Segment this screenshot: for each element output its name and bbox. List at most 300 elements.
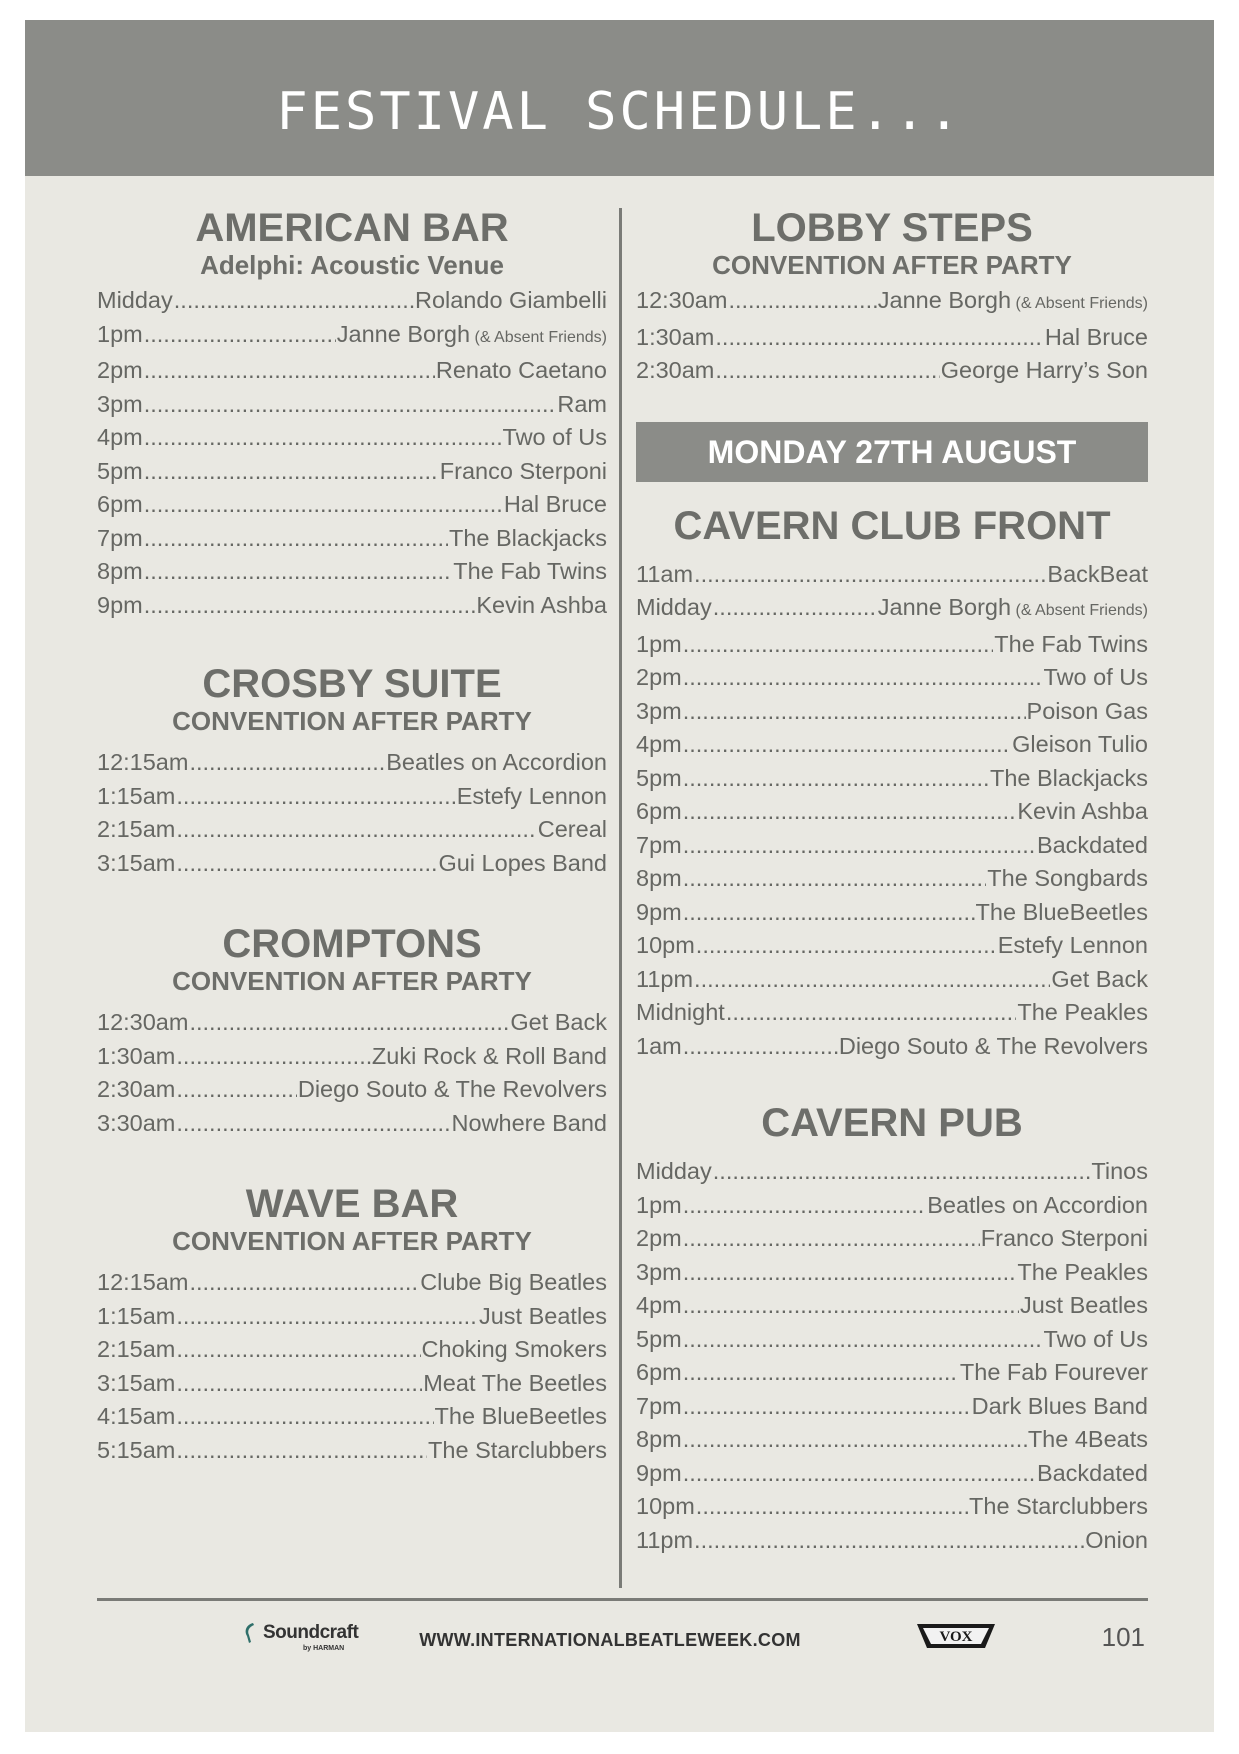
schedule-time: Midnight bbox=[636, 999, 725, 1025]
schedule-time: 1:15am bbox=[97, 782, 176, 809]
schedule-act bbox=[878, 591, 1148, 628]
schedule-act bbox=[927, 1189, 1148, 1223]
schedule-act bbox=[998, 929, 1148, 963]
venue-subtitle: CONVENTION AFTER PARTY bbox=[712, 250, 1072, 280]
schedule-row bbox=[636, 829, 1148, 863]
schedule-time: 1:30am bbox=[97, 1042, 176, 1069]
venue-title: CROSBY SUITE bbox=[202, 662, 502, 706]
act-name: The 4Beats bbox=[1027, 1426, 1148, 1452]
schedule-row bbox=[97, 780, 607, 814]
dot-leader bbox=[694, 1524, 1084, 1558]
act-name: The Starclubbers bbox=[969, 1493, 1148, 1519]
dot-leader bbox=[174, 284, 414, 318]
dot-leader bbox=[176, 780, 455, 814]
schedule-row bbox=[636, 963, 1148, 997]
dot-leader bbox=[696, 929, 997, 963]
dot-leader bbox=[189, 1266, 419, 1300]
schedule-row bbox=[636, 1524, 1148, 1558]
dot-leader bbox=[176, 1300, 478, 1334]
schedule-row bbox=[97, 589, 607, 623]
dot-leader bbox=[683, 1222, 980, 1256]
schedule-row bbox=[636, 929, 1148, 963]
dot-leader bbox=[176, 1073, 296, 1107]
act-name: Beatles on Accordion bbox=[386, 749, 607, 775]
schedule-row bbox=[97, 388, 607, 422]
dot-leader bbox=[683, 1356, 959, 1390]
schedule-time: 9pm bbox=[636, 898, 682, 925]
schedule-time: 1pm bbox=[97, 320, 143, 347]
schedule-time: Midday bbox=[636, 1158, 712, 1184]
act-name: The BlueBeetles bbox=[975, 898, 1148, 925]
act-name: The Fab Fourever bbox=[959, 1359, 1148, 1385]
act-name: Nowhere Band bbox=[451, 1109, 607, 1136]
page bbox=[25, 20, 1214, 1732]
schedule-row bbox=[636, 1030, 1148, 1064]
dot-leader bbox=[176, 1107, 450, 1141]
dot-leader bbox=[715, 354, 939, 388]
schedule-time: 1am bbox=[636, 1032, 682, 1059]
dot-leader bbox=[176, 1040, 371, 1074]
act-note: (& Absent Friends) bbox=[1011, 295, 1148, 312]
schedule-act bbox=[457, 780, 607, 814]
schedule-act bbox=[453, 555, 607, 589]
schedule-act bbox=[428, 1434, 607, 1468]
schedule-row bbox=[636, 354, 1148, 388]
schedule-row bbox=[97, 1434, 607, 1468]
schedule-act bbox=[557, 388, 607, 422]
schedule-row bbox=[636, 862, 1148, 896]
schedule-time: 12:30am bbox=[636, 287, 728, 313]
schedule-time: 6pm bbox=[97, 491, 143, 517]
venue-title: CROMPTONS bbox=[222, 922, 482, 966]
act-name: Two of Us bbox=[1043, 1325, 1148, 1352]
dot-leader bbox=[683, 795, 1017, 829]
act-name: Just Beatles bbox=[1019, 1292, 1148, 1318]
schedule-row bbox=[636, 1323, 1148, 1357]
schedule-time: 1pm bbox=[636, 630, 682, 657]
schedule-row bbox=[636, 628, 1148, 662]
schedule-time: 4:15am bbox=[97, 1403, 176, 1429]
schedule-row bbox=[636, 1457, 1148, 1491]
schedule-act bbox=[960, 1356, 1148, 1390]
dot-leader bbox=[189, 746, 385, 780]
schedule-row bbox=[636, 1189, 1148, 1223]
dot-leader bbox=[683, 762, 989, 796]
act-name: Diego Souto & The Revolvers bbox=[297, 1076, 607, 1102]
dot-leader bbox=[728, 284, 876, 318]
schedule-time: 7pm bbox=[636, 831, 682, 858]
schedule-row bbox=[97, 813, 607, 847]
venue-subtitle: CONVENTION AFTER PARTY bbox=[172, 1226, 532, 1256]
venue-american-bar bbox=[97, 206, 607, 622]
schedule-act bbox=[1028, 1423, 1148, 1457]
act-name: The Fab Twins bbox=[994, 630, 1148, 657]
schedule-row bbox=[636, 1222, 1148, 1256]
dot-leader bbox=[176, 813, 536, 847]
act-name: The Peakles bbox=[1017, 1258, 1148, 1285]
act-name: Kevin Ashba bbox=[1017, 798, 1148, 824]
schedule-time: 4pm bbox=[636, 1292, 682, 1318]
schedule-act bbox=[440, 455, 607, 489]
dot-leader bbox=[683, 1189, 926, 1223]
dot-leader bbox=[683, 1030, 838, 1064]
act-name: Just Beatles bbox=[478, 1302, 607, 1329]
schedule-time: Midday bbox=[97, 287, 173, 313]
schedule-time: 7pm bbox=[636, 1392, 682, 1419]
schedule-time: 3pm bbox=[636, 697, 682, 724]
venue-title: WAVE BAR bbox=[245, 1182, 459, 1226]
act-name: Cereal bbox=[537, 816, 607, 842]
schedule-time: 7pm bbox=[97, 524, 143, 551]
act-name: Janne Borgh bbox=[336, 320, 471, 347]
dot-leader bbox=[144, 555, 453, 589]
act-name: George Harry’s Son bbox=[940, 357, 1148, 383]
schedule-row bbox=[636, 661, 1148, 695]
act-name: Zuki Rock & Roll Band bbox=[371, 1042, 607, 1069]
schedule-time: Midday bbox=[636, 594, 712, 620]
schedule-row bbox=[636, 591, 1148, 628]
dot-leader bbox=[694, 963, 1050, 997]
soundcraft-subtext: by HARMAN bbox=[303, 1645, 345, 1652]
schedule-time: 5pm bbox=[636, 1325, 682, 1352]
venue-cromptons bbox=[97, 922, 607, 1140]
dot-leader bbox=[144, 388, 557, 422]
schedule-act bbox=[510, 1006, 607, 1040]
schedule-row bbox=[97, 1006, 607, 1040]
schedule-time: 3:30am bbox=[97, 1109, 176, 1136]
schedule-row bbox=[636, 558, 1148, 592]
dot-leader bbox=[144, 421, 502, 455]
dot-leader bbox=[683, 1457, 1036, 1491]
schedule-time: 1:30am bbox=[636, 323, 715, 350]
schedule-row bbox=[636, 1390, 1148, 1424]
act-note: (& Absent Friends) bbox=[470, 328, 607, 346]
schedule-time: 2:15am bbox=[97, 816, 176, 842]
schedule-time: 5:15am bbox=[97, 1436, 176, 1463]
vox-wordmark: VOX bbox=[939, 1629, 973, 1645]
schedule-act bbox=[1012, 728, 1148, 762]
schedule-time: 3:15am bbox=[97, 1369, 176, 1396]
schedule-act bbox=[438, 847, 607, 881]
page-number: 101 bbox=[1101, 1622, 1145, 1652]
schedule-act bbox=[990, 762, 1148, 796]
footer-divider bbox=[97, 1598, 1148, 1601]
schedule-act bbox=[422, 1333, 607, 1367]
schedule-time: 5pm bbox=[97, 457, 143, 484]
act-name: Gleison Tulio bbox=[1012, 731, 1148, 757]
schedule-act bbox=[1091, 1155, 1148, 1189]
schedule-row bbox=[97, 1073, 607, 1107]
act-name: Janne Borgh bbox=[877, 287, 1012, 313]
act-name: The Blackjacks bbox=[448, 524, 607, 551]
schedule-row bbox=[97, 1107, 607, 1141]
schedule-act bbox=[878, 284, 1148, 321]
schedule-row bbox=[636, 728, 1148, 762]
act-name: Diego Souto & The Revolvers bbox=[838, 1032, 1148, 1059]
schedule-row bbox=[97, 318, 607, 355]
schedule-row bbox=[636, 795, 1148, 829]
schedule-act bbox=[1020, 1289, 1148, 1323]
schedule-act bbox=[449, 522, 607, 556]
act-name: Hal Bruce bbox=[503, 491, 607, 517]
schedule-act bbox=[504, 488, 607, 522]
schedule-act bbox=[976, 896, 1148, 930]
day-banner: MONDAY 27TH AUGUST bbox=[636, 422, 1148, 482]
schedule-act bbox=[436, 354, 607, 388]
venue-title: CAVERN PUB bbox=[761, 1101, 1023, 1145]
schedule-time: 2:30am bbox=[97, 1076, 176, 1102]
dot-leader bbox=[683, 1323, 1043, 1357]
schedule-act bbox=[941, 354, 1148, 388]
schedule-act bbox=[386, 746, 607, 780]
schedule-act bbox=[1044, 661, 1148, 695]
venue-subtitle: CONVENTION AFTER PARTY bbox=[172, 966, 532, 996]
schedule-act bbox=[1027, 695, 1148, 729]
act-name: Tinos bbox=[1091, 1158, 1148, 1184]
schedule-row bbox=[636, 284, 1148, 321]
schedule-act bbox=[839, 1030, 1148, 1064]
act-name: The Peakles bbox=[1017, 999, 1148, 1025]
schedule-list bbox=[97, 1006, 607, 1140]
venue-title: LOBBY STEPS bbox=[751, 206, 1033, 250]
dot-leader bbox=[683, 896, 975, 930]
schedule-time: 9pm bbox=[97, 591, 143, 618]
dot-leader bbox=[683, 661, 1043, 695]
schedule-time: 6pm bbox=[636, 1359, 682, 1385]
dot-leader bbox=[176, 847, 437, 881]
schedule-row bbox=[97, 847, 607, 881]
schedule-row bbox=[97, 455, 607, 489]
act-name: Two of Us bbox=[1043, 664, 1148, 690]
soundcraft-wordmark: Soundcraft bbox=[263, 1622, 359, 1643]
schedule-row bbox=[97, 1040, 607, 1074]
dot-leader bbox=[683, 695, 1026, 729]
act-name: Estefy Lennon bbox=[997, 932, 1148, 958]
dot-leader bbox=[176, 1434, 427, 1468]
schedule-act bbox=[1051, 963, 1148, 997]
schedule-act bbox=[503, 421, 607, 455]
act-name: Onion bbox=[1085, 1526, 1148, 1553]
act-name: Get Back bbox=[510, 1009, 607, 1035]
schedule-list bbox=[97, 746, 607, 880]
schedule-act bbox=[994, 628, 1148, 662]
schedule-time: 12:15am bbox=[97, 749, 189, 775]
act-name: Two of Us bbox=[502, 424, 607, 450]
act-name: The Songbards bbox=[987, 865, 1148, 891]
schedule-time: 2:15am bbox=[97, 1336, 176, 1362]
schedule-row bbox=[636, 695, 1148, 729]
schedule-row bbox=[636, 1356, 1148, 1390]
schedule-time: 8pm bbox=[636, 865, 682, 891]
schedule-act bbox=[1017, 996, 1148, 1030]
schedule-act bbox=[476, 589, 607, 623]
schedule-time: 10pm bbox=[636, 1493, 695, 1519]
schedule-act bbox=[987, 862, 1148, 896]
dot-leader bbox=[683, 862, 987, 896]
dot-leader bbox=[683, 728, 1011, 762]
act-name: The Blackjacks bbox=[989, 764, 1148, 791]
schedule-act bbox=[337, 318, 607, 355]
schedule-list bbox=[636, 1155, 1148, 1557]
schedule-time: 5pm bbox=[636, 764, 682, 791]
schedule-act bbox=[372, 1040, 607, 1074]
schedule-act bbox=[298, 1073, 607, 1107]
act-name: Estefy Lennon bbox=[456, 782, 607, 809]
venue-title: CAVERN CLUB FRONT bbox=[673, 503, 1111, 548]
dot-leader bbox=[683, 1256, 1017, 1290]
act-name: Get Back bbox=[1051, 965, 1148, 992]
dot-leader bbox=[144, 488, 503, 522]
dot-leader bbox=[694, 558, 1046, 592]
schedule-act bbox=[972, 1390, 1148, 1424]
vox-badge-icon bbox=[915, 1618, 997, 1652]
dot-leader bbox=[683, 1423, 1027, 1457]
act-note: (& Absent Friends) bbox=[1011, 602, 1148, 619]
act-name: Hal Bruce bbox=[1044, 323, 1148, 350]
schedule-row bbox=[97, 284, 607, 318]
act-name: Renato Caetano bbox=[435, 357, 607, 383]
act-name: Rolando Giambelli bbox=[414, 287, 607, 313]
schedule-act bbox=[1017, 1256, 1148, 1290]
dot-leader bbox=[715, 321, 1043, 355]
schedule-row bbox=[636, 1256, 1148, 1290]
schedule-row bbox=[636, 321, 1148, 355]
dot-leader bbox=[144, 318, 336, 352]
schedule-row bbox=[636, 1423, 1148, 1457]
dot-leader bbox=[144, 354, 435, 388]
schedule-row bbox=[97, 1400, 607, 1434]
schedule-row bbox=[636, 1155, 1148, 1189]
schedule-row bbox=[97, 421, 607, 455]
schedule-list bbox=[636, 558, 1148, 1064]
footer-website: WWW.INTERNATIONALBEATLEWEEK.COM bbox=[419, 1630, 801, 1650]
schedule-time: 2pm bbox=[636, 664, 682, 690]
schedule-time: 11am bbox=[636, 560, 694, 587]
schedule-act bbox=[423, 1367, 607, 1401]
schedule-list bbox=[97, 1266, 607, 1467]
schedule-act bbox=[415, 284, 607, 318]
schedule-list bbox=[97, 284, 607, 622]
act-name: Choking Smokers bbox=[421, 1336, 607, 1362]
schedule-time: 11pm bbox=[636, 965, 694, 992]
dot-leader bbox=[189, 1006, 509, 1040]
schedule-act bbox=[1037, 829, 1148, 863]
schedule-time: 4pm bbox=[636, 731, 682, 757]
dot-leader bbox=[144, 455, 439, 489]
schedule-time: 8pm bbox=[97, 558, 143, 584]
schedule-act bbox=[435, 1400, 607, 1434]
vox-logo bbox=[915, 1618, 997, 1652]
dot-leader bbox=[683, 1390, 971, 1424]
venue-wave-bar bbox=[97, 1182, 607, 1467]
act-name: Franco Sterponi bbox=[980, 1225, 1148, 1251]
soundcraft-logo bbox=[243, 1618, 363, 1654]
act-name: Clube Big Beatles bbox=[420, 1269, 607, 1295]
schedule-row bbox=[97, 1266, 607, 1300]
act-name: Ram bbox=[557, 390, 607, 417]
schedule-time: 1:15am bbox=[97, 1302, 176, 1329]
page-title: FESTIVAL SCHEDULE... bbox=[276, 82, 963, 142]
schedule-act bbox=[1037, 1457, 1148, 1491]
schedule-act bbox=[479, 1300, 607, 1334]
schedule-time: 10pm bbox=[636, 932, 695, 958]
schedule-act bbox=[969, 1490, 1148, 1524]
schedule-time: 2pm bbox=[97, 357, 143, 383]
schedule-time: 6pm bbox=[636, 798, 682, 824]
dot-leader bbox=[713, 591, 877, 625]
schedule-row bbox=[97, 522, 607, 556]
dot-leader bbox=[176, 1367, 422, 1401]
left-column bbox=[97, 206, 607, 1467]
venue-cavern-pub bbox=[636, 1101, 1148, 1557]
act-name: Backdated bbox=[1036, 1459, 1148, 1486]
schedule-act bbox=[420, 1266, 607, 1300]
schedule-act bbox=[538, 813, 607, 847]
schedule-time: 2pm bbox=[636, 1225, 682, 1251]
schedule-row bbox=[636, 762, 1148, 796]
schedule-time: 12:30am bbox=[97, 1009, 189, 1035]
schedule-time: 2:30am bbox=[636, 357, 715, 383]
venue-subtitle: CONVENTION AFTER PARTY bbox=[172, 706, 532, 736]
schedule-time: 12:15am bbox=[97, 1269, 189, 1295]
schedule-act bbox=[452, 1107, 607, 1141]
venue-title: AMERICAN BAR bbox=[195, 206, 509, 250]
schedule-act bbox=[1047, 558, 1148, 592]
schedule-time: 9pm bbox=[636, 1459, 682, 1486]
dot-leader bbox=[176, 1333, 420, 1367]
schedule-act bbox=[1017, 795, 1148, 829]
schedule-time: 3:15am bbox=[97, 849, 176, 876]
right-column bbox=[636, 206, 1148, 1557]
column-divider bbox=[619, 208, 622, 1588]
act-name: Franco Sterponi bbox=[439, 457, 607, 484]
schedule-row bbox=[97, 1367, 607, 1401]
dot-leader bbox=[176, 1400, 433, 1434]
act-name: Kevin Ashba bbox=[476, 591, 607, 618]
dot-leader bbox=[726, 996, 1017, 1030]
venue-subtitle: Adelphi: Acoustic Venue bbox=[200, 250, 504, 280]
act-name: Dark Blues Band bbox=[971, 1392, 1148, 1419]
schedule-time: 1pm bbox=[636, 1191, 682, 1218]
act-name: Backdated bbox=[1036, 831, 1148, 858]
act-name: The Fab Twins bbox=[453, 558, 607, 584]
schedule-row bbox=[97, 1333, 607, 1367]
dot-leader bbox=[683, 628, 994, 662]
schedule-time: 11pm bbox=[636, 1526, 694, 1553]
schedule-act bbox=[1045, 321, 1148, 355]
schedule-act bbox=[1085, 1524, 1148, 1558]
schedule-row bbox=[97, 488, 607, 522]
schedule-row bbox=[636, 1490, 1148, 1524]
schedule-row bbox=[97, 746, 607, 780]
soundcraft-mark-icon bbox=[243, 1622, 257, 1644]
venue-crosby-suite bbox=[97, 662, 607, 880]
act-name: Janne Borgh bbox=[877, 594, 1012, 620]
venue-cavern-club-front bbox=[636, 504, 1148, 1064]
schedule-time: 8pm bbox=[636, 1426, 682, 1452]
act-name: Beatles on Accordion bbox=[927, 1191, 1148, 1218]
dot-leader bbox=[683, 1289, 1019, 1323]
schedule-row bbox=[636, 1289, 1148, 1323]
act-name: The Starclubbers bbox=[428, 1436, 607, 1463]
act-name: BackBeat bbox=[1047, 560, 1148, 587]
dot-leader bbox=[683, 829, 1036, 863]
schedule-time: 3pm bbox=[636, 1258, 682, 1285]
venue-lobby-steps bbox=[636, 206, 1148, 388]
schedule-row bbox=[97, 555, 607, 589]
dot-leader bbox=[713, 1155, 1091, 1189]
schedule-act bbox=[981, 1222, 1148, 1256]
